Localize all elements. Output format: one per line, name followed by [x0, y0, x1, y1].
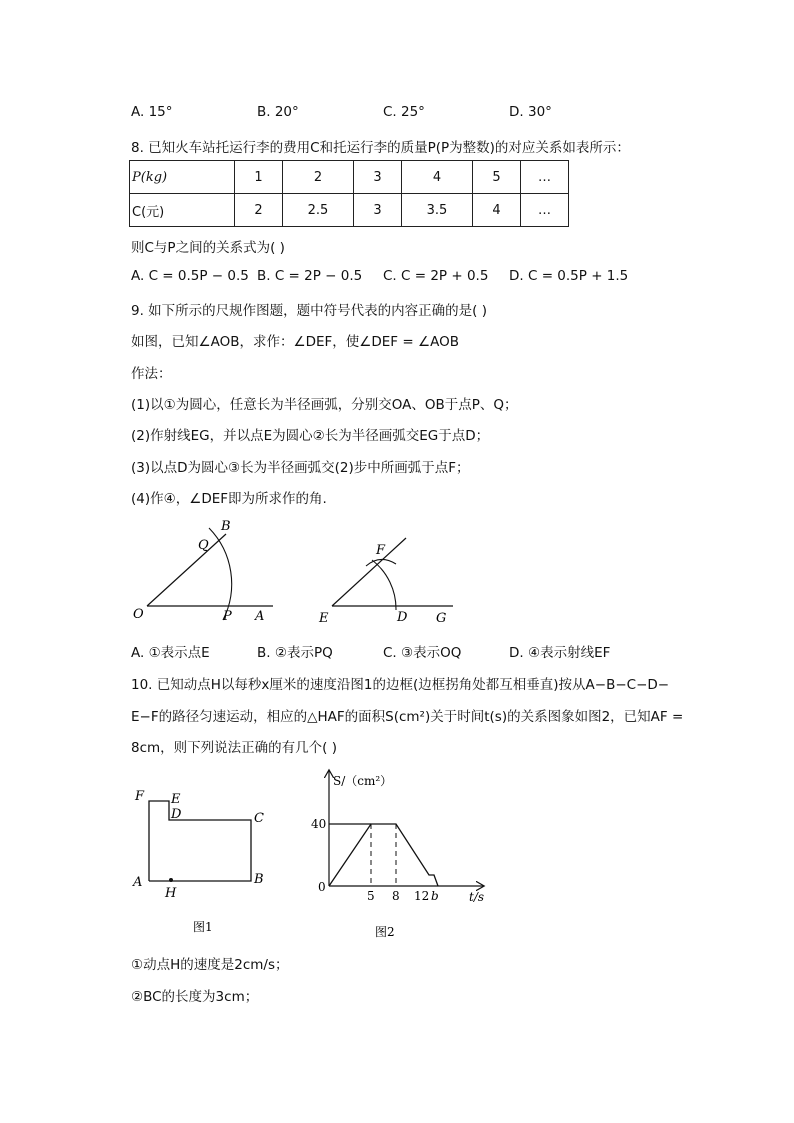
q9-given: 如图，已知∠AOB，求作：∠DEF，使∠DEF = ∠AOB [131, 334, 459, 350]
x-axis-label: t/s [469, 890, 485, 904]
q7-option-c[interactable]: C. 25° [383, 104, 425, 120]
x-tick-5: 5 [367, 889, 375, 903]
q8-option-a[interactable]: A. C = 0.5P − 0.5 [131, 268, 249, 284]
label-g: G [436, 611, 447, 626]
q8-option-d[interactable]: D. C = 0.5P + 1.5 [509, 268, 629, 284]
q8-stem: 8. 已知火车站托运行李的费用C和托运行李的质量P(P为整数)的对应关系如表所示： [131, 140, 630, 156]
label-a: A [133, 875, 143, 890]
label-e: E [171, 792, 181, 807]
caption-fig2: 图2 [375, 925, 395, 939]
q10-line-1: 10. 已知动点H以每秒x厘米的速度沿图1的边框(边框拐角处都互相垂直)按从A−B−C−D− [131, 677, 670, 693]
q8-table-cell: … [521, 161, 569, 194]
q8-table-cell: … [521, 194, 569, 227]
q10-line-2: E−F的路径匀速运动，相应的△HAF的面积S(cm²)关于时间t(s)的关系图象如图2，已知AF = [131, 709, 684, 725]
q7-option-b[interactable]: B. 20° [257, 104, 299, 120]
q8-table-cell: 4 [473, 194, 521, 227]
q8-table-cell: 2 [235, 194, 283, 227]
q8-option-b[interactable]: B. C = 2P − 0.5 [257, 268, 363, 284]
q10-figure-graph [305, 765, 505, 945]
label-a: A [255, 609, 265, 624]
frame-outline [149, 801, 251, 881]
q8-table-cell: 4 [402, 161, 473, 194]
ray-ob [147, 534, 226, 606]
q8-table-row-p [130, 161, 569, 194]
q10-statement-2: ②BC的长度为3cm； [131, 989, 259, 1005]
q8-table-row-c [130, 194, 569, 227]
label-o: O [133, 607, 144, 622]
q8-question: 则C与P之间的关系式为( ) [131, 240, 285, 256]
graph-line [329, 824, 438, 886]
label-b: B [254, 872, 264, 887]
q9-option-b[interactable]: B. ②表示PQ [257, 645, 333, 661]
point-h [169, 878, 173, 882]
label-f: F [376, 543, 386, 558]
q10-figure-frame [125, 783, 275, 943]
q8-table-cell: 2.5 [283, 194, 354, 227]
label-b: B [221, 519, 231, 534]
q10-statement-1: ①动点H的速度是2cm/s； [131, 957, 289, 973]
q9-step-3: (3)以点D为圆心③长为半径画弧交(2)步中所画弧于点F； [131, 460, 470, 476]
y-axis-label: S/（cm²） [333, 774, 393, 788]
label-p: P [223, 609, 232, 624]
label-e: E [319, 611, 329, 626]
q9-step-1: (1)以①为圆心，任意长为半径画弧，分别交OA、OB于点P、Q； [131, 397, 518, 413]
q8-table-cell: 3.5 [402, 194, 473, 227]
caption-fig1: 图1 [193, 920, 213, 934]
q7-option-d[interactable]: D. 30° [509, 104, 552, 120]
q8-table-cell: 5 [473, 161, 521, 194]
q8-table-cell: 2 [283, 161, 354, 194]
q9-option-a[interactable]: A. ①表示点E [131, 645, 210, 661]
q8-option-c[interactable]: C. C = 2P + 0.5 [383, 268, 489, 284]
q9-stem: 9. 如下所示的尺规作图题，题中符号代表的内容正确的是( ) [131, 303, 487, 319]
x-tick-8: 8 [392, 889, 400, 903]
q9-figure-angle-def [310, 530, 470, 630]
q8-table-header-c: C(元) [130, 194, 235, 227]
q9-step-2: (2)作射线EG，并以点E为圆心②长为半径画弧交EG于点D； [131, 428, 490, 444]
label-c: C [254, 811, 264, 826]
label-d: D [171, 807, 182, 822]
y-tick-40: 40 [311, 817, 327, 831]
x-tick-12: 12 [414, 889, 430, 903]
q8-table-header-p: P(kg) [130, 161, 235, 194]
arc-main [372, 560, 396, 610]
origin-label: 0 [318, 880, 326, 894]
q7-option-a[interactable]: A. 15° [131, 104, 173, 120]
q9-figure-angle-aob [125, 512, 290, 627]
q9-option-c[interactable]: C. ③表示OQ [383, 645, 462, 661]
label-f: F [135, 789, 145, 804]
x-tick-b: b [431, 889, 439, 903]
q9-step-4: (4)作④，∠DEF即为所求作的角. [131, 491, 327, 507]
q9-option-d[interactable]: D. ④表示射线EF [509, 645, 611, 661]
q10-line-3: 8cm，则下列说法正确的有几个( ) [131, 740, 337, 756]
label-d: D [397, 610, 408, 625]
q8-table-cell: 3 [354, 161, 402, 194]
label-q: Q [198, 538, 209, 553]
label-h: H [165, 886, 177, 901]
q8-table [129, 160, 569, 227]
q8-table-cell: 1 [235, 161, 283, 194]
q9-method-label: 作法： [131, 366, 172, 382]
q8-table-cell: 3 [354, 194, 402, 227]
